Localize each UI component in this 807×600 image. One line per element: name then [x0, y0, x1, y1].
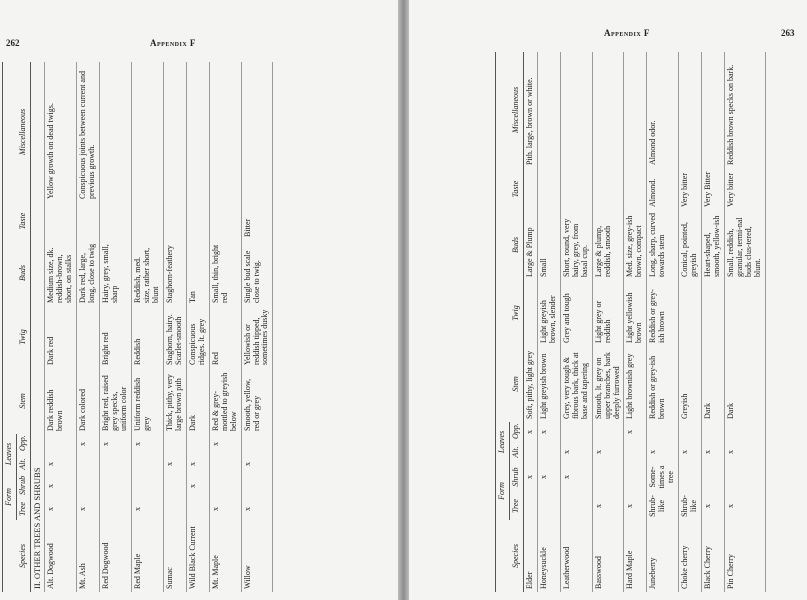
- cell-opp: x: [133, 442, 143, 446]
- cell-opp: [186, 434, 209, 454]
- cell-tree: x: [210, 507, 220, 511]
- cell-stem: Dark: [703, 403, 713, 419]
- col-species-header: Species: [509, 520, 523, 592]
- cell-species: Mt. Maple: [210, 555, 220, 589]
- group-leaves-header: Leaves: [496, 422, 510, 462]
- cell-buds: Staghorn-feathery: [164, 245, 174, 303]
- cell-twig: Dark red: [46, 336, 56, 365]
- cell-misc: [209, 62, 241, 202]
- col-buds-header: Buds: [509, 210, 523, 280]
- cell-stem: Dark: [187, 415, 197, 431]
- cell-stem: Uniform reddish grey: [133, 377, 151, 431]
- cell-species: Wild Black Current: [187, 526, 197, 589]
- cell-twig: Grey and tough: [561, 293, 571, 343]
- cell-buds: Small, reddish, granular, termi-nal buds clus-tered, blunt.: [726, 217, 762, 277]
- cell-stem: Red & grey-mottled to greyish below: [210, 372, 238, 431]
- cell-species: Basswood: [593, 556, 603, 589]
- cell-misc: [241, 62, 273, 202]
- cell-taste: [624, 168, 647, 210]
- cell-tree: Shrub-like: [648, 495, 667, 517]
- table-row: [163, 62, 186, 592]
- cell-tree: [163, 498, 186, 520]
- cell-buds: Large & plump, reddish, smooth: [593, 225, 612, 277]
- cell-taste: [592, 168, 624, 210]
- cell-opp: [647, 422, 679, 442]
- cell-tree: [560, 492, 592, 520]
- cell-tree: [100, 498, 132, 520]
- cell-stem: Reddish or grey-ish brown: [648, 355, 667, 419]
- species-table: [2, 62, 273, 592]
- table-row: [537, 52, 560, 592]
- cell-stem: Grey, very tough & fibrous bark, thick at base and tapering: [561, 352, 589, 419]
- rotated-table-container: [2, 62, 273, 592]
- table-row: [132, 62, 164, 592]
- table-row: [100, 62, 132, 592]
- table-row: [77, 62, 100, 592]
- table-body: [30, 62, 273, 592]
- cell-twig: [702, 280, 725, 346]
- cell-stem: Light greyish brown: [538, 353, 548, 419]
- cell-opp: x: [101, 442, 111, 446]
- page-left: [0, 0, 398, 600]
- cell-stem: Smooth, lt. grey on upper branches, bark deeply furrowed: [593, 352, 621, 419]
- cell-taste: Very bitter: [726, 173, 736, 207]
- cell-tree: [523, 492, 537, 520]
- cell-twig: [679, 280, 702, 346]
- cell-misc: [702, 52, 725, 168]
- cell-twig: [77, 306, 100, 368]
- cell-tree: x: [78, 507, 88, 511]
- cell-taste: Very bitter: [680, 173, 690, 207]
- cell-species: Choke cherry: [680, 545, 690, 589]
- cell-shrub: [592, 462, 624, 492]
- cell-species: Willow: [242, 565, 252, 589]
- cell-species: Black Cherry: [703, 546, 713, 589]
- table-row: [560, 52, 592, 592]
- cell-buds: Tan: [187, 291, 197, 303]
- cell-shrub: [209, 474, 241, 498]
- group-form-header: Form: [496, 462, 510, 520]
- cell-shrub: [725, 462, 766, 492]
- cell-species: Hard Maple: [625, 550, 635, 589]
- cell-misc: Almond odor.: [648, 120, 658, 165]
- cell-stem: Smooth, yellow, red or grey: [242, 378, 261, 431]
- cell-opp: [45, 434, 77, 454]
- col-tree-header: Tree: [509, 492, 523, 520]
- cell-tree: x: [133, 507, 143, 511]
- cell-shrub: x: [187, 484, 197, 488]
- cell-shrub: x: [538, 475, 548, 479]
- cell-taste: [45, 202, 77, 240]
- cell-opp: [725, 422, 766, 442]
- col-alt-header: Alt.: [509, 442, 523, 462]
- cell-taste: [523, 168, 537, 210]
- cell-species: Elder: [524, 571, 534, 589]
- cell-stem: Bright red, raised grey specks, uniform color: [101, 375, 129, 431]
- col-taste-header: Taste: [509, 168, 523, 210]
- cell-shrub: [163, 474, 186, 498]
- cell-stem: Dark: [726, 403, 736, 419]
- cell-opp: [560, 422, 592, 442]
- cell-misc: [560, 52, 592, 168]
- cell-misc: [132, 62, 164, 202]
- cell-misc: Conspicuous joints between current and previous growth.: [78, 71, 97, 199]
- col-twig-header: Twig: [16, 306, 30, 368]
- group-leaves-header: Leaves: [3, 434, 17, 474]
- cell-twig: Light greyish brown, slender: [538, 295, 557, 343]
- cell-taste: [209, 202, 241, 240]
- cell-species: Alt. Dogwood: [46, 543, 56, 589]
- cell-misc: [592, 52, 624, 168]
- col-shrub-header: Shrub: [16, 474, 30, 498]
- cell-alt: x: [648, 450, 658, 454]
- col-buds-header: Buds: [16, 240, 30, 306]
- cell-shrub: [624, 462, 647, 492]
- cell-species: Juneberry: [648, 557, 658, 589]
- cell-alt: [537, 442, 560, 462]
- cell-species: Mt. Ash: [78, 563, 88, 589]
- cell-taste: [560, 168, 592, 210]
- cell-alt: [624, 442, 647, 462]
- header-spacer: [496, 520, 510, 592]
- section-title: II. OTHER TREES AND SHRUBS: [31, 467, 42, 589]
- col-tree-header: Tree: [16, 498, 30, 520]
- cell-misc: [537, 52, 560, 168]
- cell-buds: Small: [538, 258, 548, 277]
- cell-shrub: x: [46, 484, 56, 488]
- cell-taste: [132, 202, 164, 240]
- cell-alt: [523, 442, 537, 462]
- table-row: [523, 52, 537, 592]
- cell-taste: Almond.: [648, 178, 658, 207]
- col-shrub-header: Shrub: [509, 462, 523, 492]
- cell-misc: [679, 52, 702, 168]
- cell-taste: [537, 168, 560, 210]
- cell-opp: x: [625, 430, 635, 434]
- cell-stem: Soft, pithy, light grey: [524, 350, 534, 419]
- cell-stem: Dark colored: [78, 389, 88, 431]
- page-header: Appendix F: [604, 28, 650, 38]
- cell-taste: [100, 202, 132, 240]
- page-right: [409, 0, 807, 600]
- col-stem-header: Stem: [509, 346, 523, 422]
- cell-tree: x: [726, 504, 736, 508]
- cell-stem: Dark reddish brown: [46, 389, 65, 431]
- table-row: [241, 62, 273, 592]
- table-row: [647, 52, 679, 592]
- page-header: Appendix F: [150, 38, 196, 48]
- cell-alt: [132, 454, 164, 474]
- cell-taste: [77, 202, 100, 240]
- col-misc-header: Miscellaneous: [509, 52, 523, 168]
- cell-species: Sumac: [164, 567, 174, 589]
- cell-tree: x: [46, 507, 56, 511]
- cell-twig: Bright red: [101, 332, 111, 365]
- cell-twig: [725, 280, 766, 346]
- cell-opp: [679, 422, 702, 442]
- cell-stem: Thick, pithy, very large brown pith: [164, 374, 183, 431]
- cell-tree: Shrub-like: [680, 495, 699, 517]
- cell-tree: x: [625, 504, 635, 508]
- cell-alt: x: [680, 450, 690, 454]
- cell-twig: Red: [210, 352, 220, 365]
- cell-alt: x: [187, 462, 197, 466]
- cell-buds: Large & Plump: [524, 227, 534, 277]
- cell-shrub: [679, 462, 702, 492]
- cell-taste: Very Bitter: [703, 171, 713, 207]
- cell-shrub: x: [561, 475, 571, 479]
- cell-buds: Single bud scale close to twig.: [242, 250, 261, 303]
- cell-shrub: [132, 474, 164, 498]
- cell-opp: x: [210, 442, 220, 446]
- col-twig-header: Twig: [509, 280, 523, 346]
- cell-tree: [537, 492, 560, 520]
- header-spacer: [496, 52, 510, 422]
- cell-alt: x: [703, 450, 713, 454]
- cell-shrub: [702, 462, 725, 492]
- cell-buds: Long, sharp, curved towards stem: [648, 213, 667, 277]
- cell-alt: x: [593, 450, 603, 454]
- cell-opp: x: [78, 442, 88, 446]
- cell-opp: [163, 434, 186, 454]
- cell-misc: Reddish brown specks on bark.: [726, 64, 736, 165]
- table-row: [592, 52, 624, 592]
- cell-species: Honeysuckle: [538, 547, 548, 589]
- cell-taste: Bitter: [242, 218, 252, 237]
- cell-opp: [592, 422, 624, 442]
- cell-opp: x: [538, 430, 548, 434]
- cell-twig: Light yellowish brown: [625, 292, 644, 343]
- cell-twig: Staghorn, hairy. Scarlet-smooth: [164, 314, 183, 365]
- cell-misc: Yellow growth on dead twigs.: [46, 103, 56, 199]
- header-spacer: [3, 520, 17, 592]
- cell-tree: x: [242, 507, 252, 511]
- cell-buds: Heart-shaped, smooth, yellow-ish: [703, 215, 722, 277]
- col-misc-header: Miscellaneous: [16, 62, 30, 202]
- col-stem-header: Stem: [16, 368, 30, 434]
- page-number: 263: [781, 28, 795, 38]
- cell-species: Red Maple: [133, 553, 143, 589]
- cell-shrub: [100, 474, 132, 498]
- cell-misc: [624, 52, 647, 168]
- cell-twig: Light grey or reddish: [593, 300, 612, 343]
- cell-alt: x: [46, 462, 56, 466]
- col-opp-header: Opp.: [509, 422, 523, 442]
- cell-alt: x: [561, 450, 571, 454]
- cell-buds: Short, round, very hairy, grey, from basal cup.: [561, 218, 589, 277]
- cell-twig: Reddish: [133, 338, 143, 365]
- col-opp-header: Opp.: [16, 434, 30, 454]
- cell-shrub: [241, 474, 273, 498]
- cell-misc: [186, 62, 209, 202]
- cell-opp: [241, 434, 273, 454]
- species-table: [495, 52, 766, 592]
- cell-misc: Pith. large, brown or white.: [524, 77, 534, 165]
- cell-twig: Conspicuous ridges. lt. grey: [187, 318, 206, 365]
- cell-stem: Light brownish grey: [625, 353, 635, 419]
- cell-misc: [100, 62, 132, 202]
- cell-buds: Medium size, dk. reddish-brown, short, on stalks: [46, 247, 74, 303]
- cell-stem: Greyish: [680, 393, 690, 419]
- cell-twig: Reddish or grey-ish brown: [648, 289, 667, 343]
- cell-alt: x: [242, 462, 252, 466]
- cell-opp: x: [524, 430, 534, 434]
- cell-buds: Hairy, grey, small, sharp: [101, 244, 120, 303]
- col-alt-header: Alt.: [16, 454, 30, 474]
- cell-tree: x: [703, 504, 713, 508]
- cell-twig: Yellowish or reddish tipped, sometimes dusky: [242, 309, 270, 365]
- cell-buds: Conical, pointed, greyish: [680, 222, 699, 277]
- cell-species: Red Dogwood: [101, 542, 111, 589]
- cell-shrub: x: [524, 475, 534, 479]
- cell-alt: x: [164, 462, 174, 466]
- cell-alt: [209, 454, 241, 474]
- table-row: [186, 62, 209, 592]
- table-row: [679, 52, 702, 592]
- col-taste-header: Taste: [16, 202, 30, 240]
- cell-shrub: Some-times a tree: [648, 465, 676, 489]
- cell-species: Leatherwood: [561, 546, 571, 589]
- cell-twig: [523, 280, 537, 346]
- cell-alt: [100, 454, 132, 474]
- table-row: [725, 52, 766, 592]
- cell-buds: Reddish, med. size, rather short, blunt: [133, 247, 160, 303]
- group-form-header: Form: [3, 474, 17, 520]
- table-row: [624, 52, 647, 592]
- rotated-table-container: [495, 52, 766, 592]
- col-species-header: Species: [16, 520, 30, 592]
- book-gutter: [398, 0, 409, 600]
- cell-taste: [186, 202, 209, 240]
- table-row: [45, 62, 77, 592]
- cell-buds: Dark red, large, long, close to twig: [78, 243, 97, 303]
- cell-tree: [186, 498, 209, 520]
- cell-misc: [163, 62, 186, 202]
- cell-buds: Small, thin, bright red: [210, 244, 229, 303]
- table-row: [702, 52, 725, 592]
- header-spacer: [3, 62, 17, 434]
- cell-alt: [77, 454, 100, 474]
- page-number: 262: [6, 38, 20, 48]
- table-body: [523, 52, 765, 592]
- section-row: [30, 62, 45, 592]
- cell-shrub: [77, 474, 100, 498]
- cell-opp: [702, 422, 725, 442]
- cell-alt: x: [726, 450, 736, 454]
- cell-taste: [163, 202, 186, 240]
- table-row: [209, 62, 241, 592]
- cell-species: Pin Cherry: [726, 554, 736, 589]
- cell-tree: x: [593, 504, 603, 508]
- cell-buds: Med. size, grey-ish brown, compact: [625, 215, 644, 277]
